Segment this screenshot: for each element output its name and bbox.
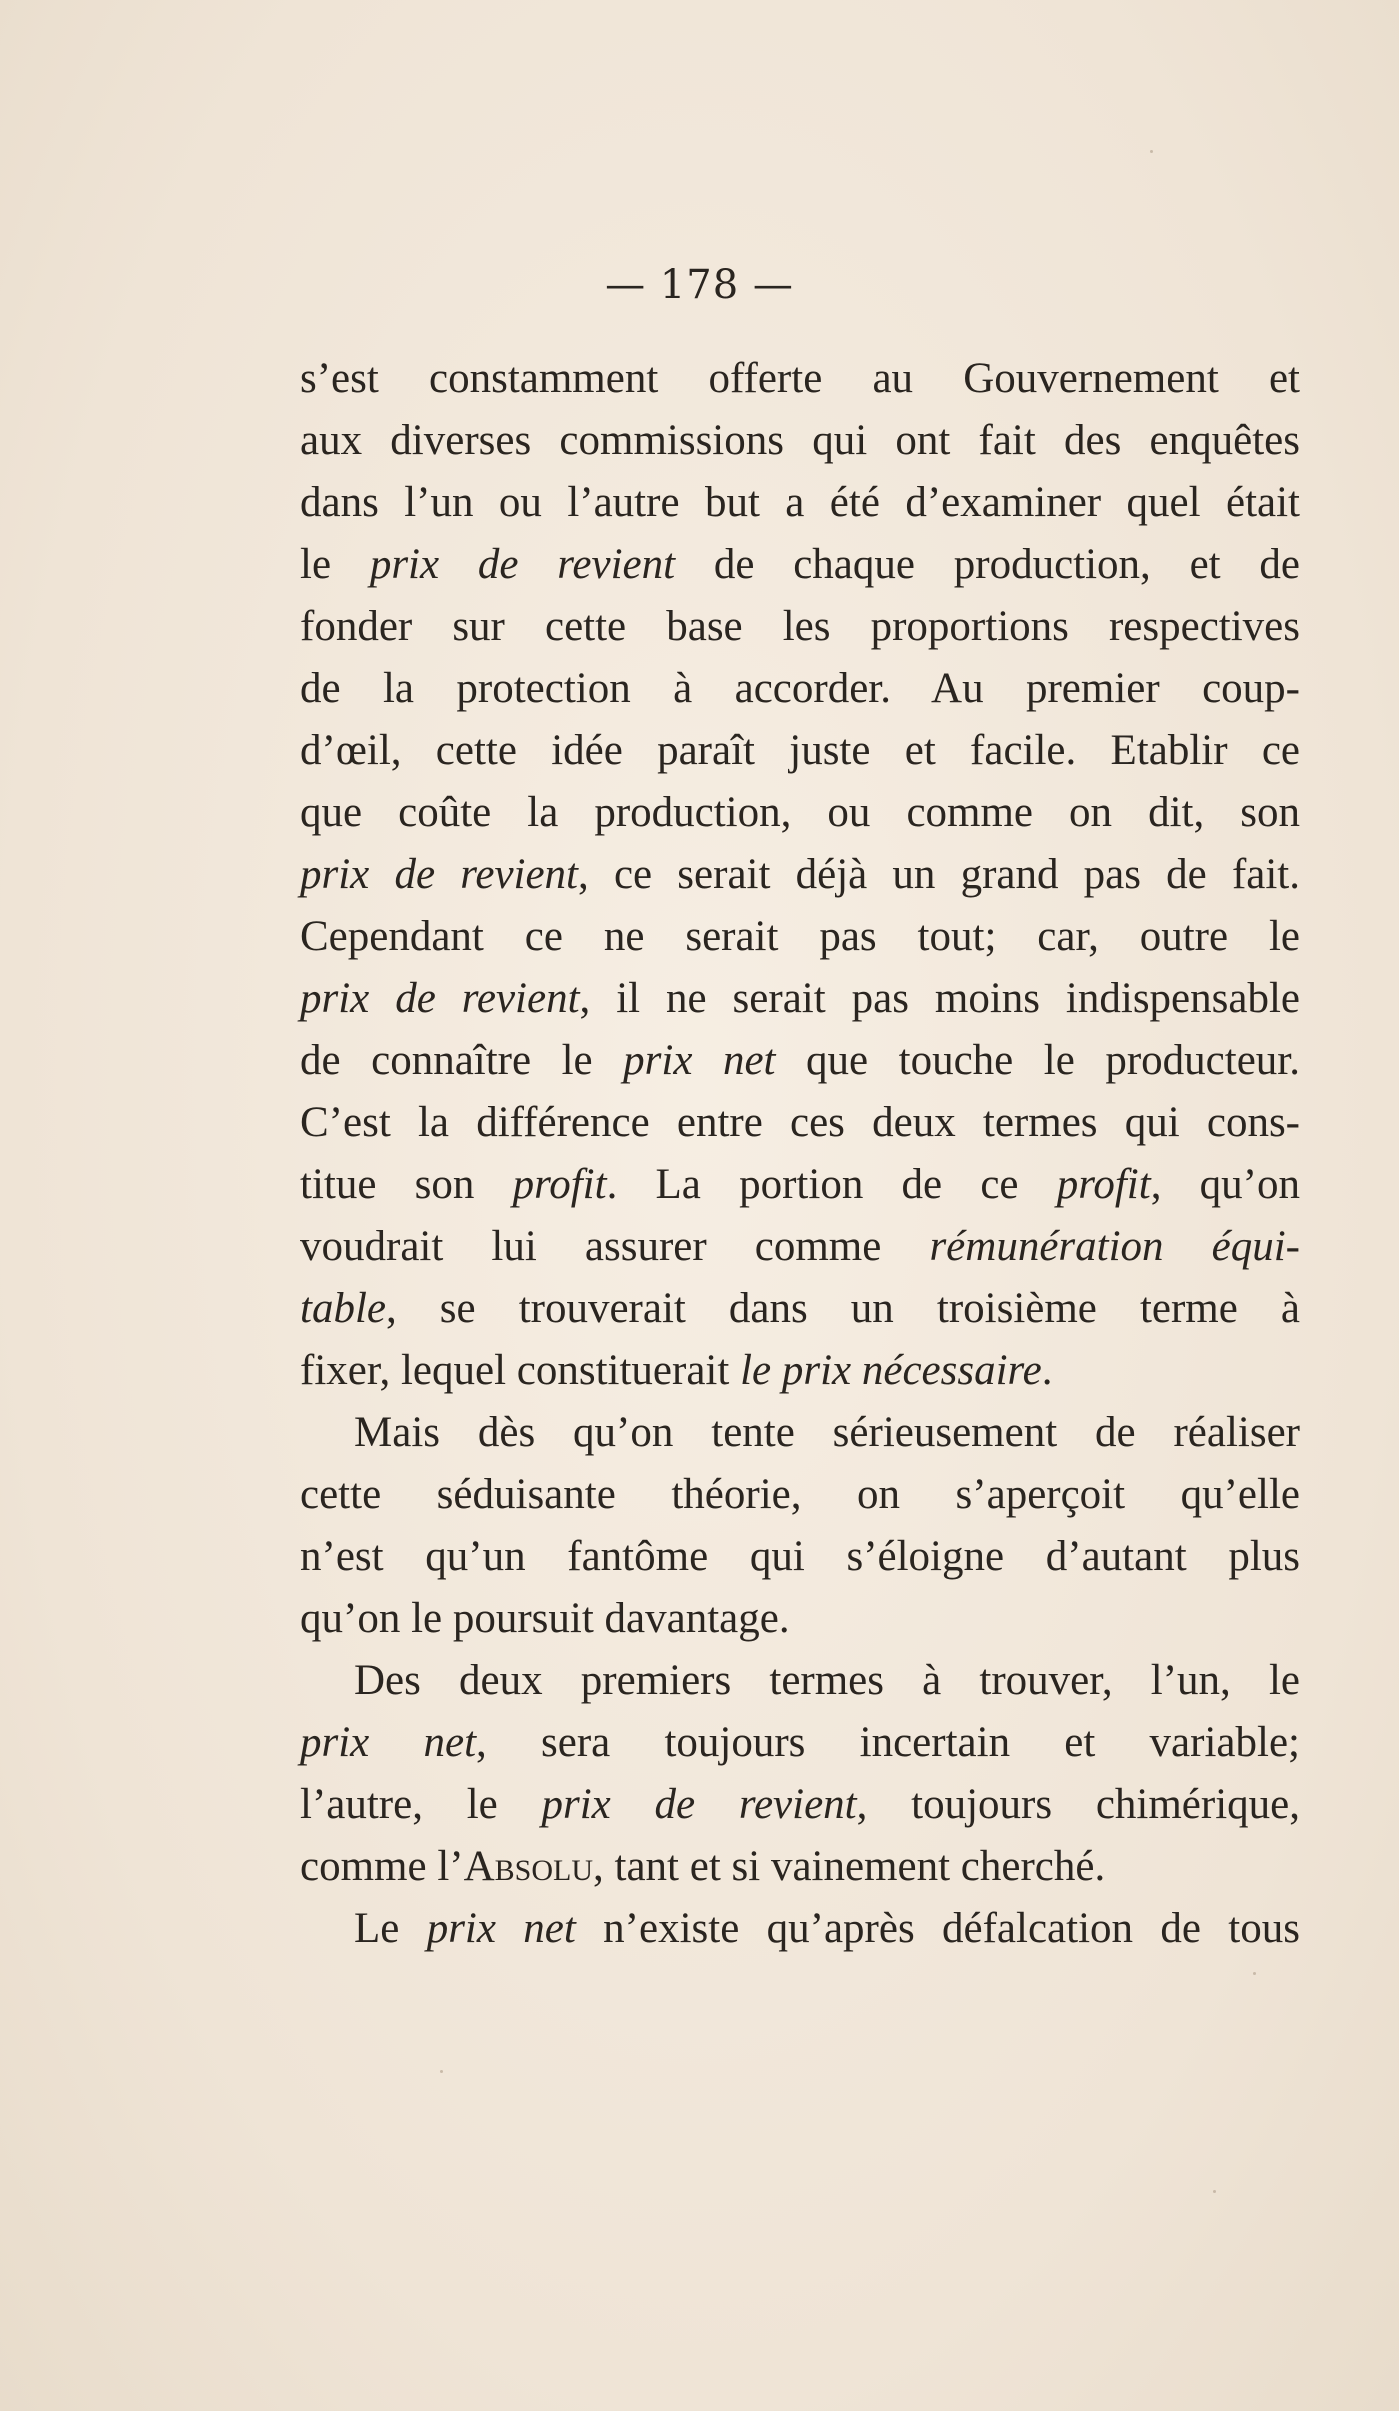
italic-phrase: prix net: [623, 1037, 776, 1084]
text-line: [300, 1340, 1300, 1402]
text-line: [300, 658, 1300, 720]
text-run: , il ne serait pas moins indispensable: [579, 975, 1300, 1022]
text-run: , toujours chimérique,: [856, 1781, 1300, 1828]
text-run: le: [300, 541, 370, 588]
text-line: [300, 1402, 1300, 1464]
text-run: titue son: [300, 1161, 513, 1208]
text-run: , ce serait déjà un grand pas de fait.: [578, 851, 1301, 898]
page-number: — 178 —: [605, 262, 794, 308]
italic-phrase: profit: [512, 1161, 607, 1208]
text-run: de connaître le: [300, 1037, 624, 1084]
text-line: [300, 534, 1300, 596]
text-line: [300, 348, 1300, 410]
text-run: d’œil, cette idée paraît juste et facile. Etablir ce: [300, 727, 1300, 774]
italic-phrase: prix de revient: [300, 851, 579, 898]
paper-speck: [1213, 2190, 1216, 2193]
italic-phrase: prix net: [300, 1719, 477, 1766]
text-run: s’est constamment offerte au Gouvernement et: [300, 355, 1300, 402]
text-run: Le: [354, 1905, 427, 1952]
text-run: Cependant ce ne serait pas tout; car, outre le: [300, 913, 1300, 960]
text-run: que coûte la production, ou comme on dit, son: [300, 789, 1300, 836]
text-line: [300, 1030, 1300, 1092]
text-run: , sera toujours incertain et variable;: [476, 1719, 1300, 1766]
text-run: voudrait lui assurer comme: [300, 1223, 930, 1270]
text-line: [300, 906, 1300, 968]
italic-phrase: prix de revient: [369, 541, 676, 588]
text-run: . La portion de ce: [606, 1161, 1057, 1208]
text-run: .: [1041, 1347, 1053, 1394]
text-run: n’est qu’un fantôme qui s’éloigne d’autant plus: [300, 1533, 1300, 1580]
text-run: Mais dès qu’on tente sérieusement de réaliser: [354, 1409, 1300, 1456]
text-line: [300, 596, 1300, 658]
text-run: qu’on le poursuit davantage.: [300, 1595, 790, 1642]
italic-phrase: prix net: [426, 1905, 576, 1952]
text-run: que touche le producteur.: [775, 1037, 1300, 1084]
text-run: aux diverses commissions qui ont fait des enquêtes: [300, 417, 1300, 464]
text-line: [300, 410, 1300, 472]
text-run: dans l’un ou l’autre but a été d’examiner quel était: [300, 479, 1300, 526]
text-line: [300, 1774, 1300, 1836]
text-run: n’existe qu’après défalcation de tous: [575, 1905, 1300, 1952]
italic-phrase: prix de revient: [300, 975, 580, 1022]
text-run: comme l’: [300, 1843, 464, 1890]
text-line: [300, 1650, 1300, 1712]
text-line: [300, 472, 1300, 534]
text-line: [300, 844, 1300, 906]
text-line: [300, 1092, 1300, 1154]
text-run: fixer, lequel constituerait: [300, 1347, 741, 1394]
text-line: [300, 1154, 1300, 1216]
italic-phrase: profit: [1056, 1161, 1151, 1208]
text-run: cette séduisante théorie, on s’aperçoit qu’elle: [300, 1471, 1300, 1518]
italic-phrase: prix de revient: [541, 1781, 857, 1828]
body-text: [300, 348, 1300, 1960]
text-run: de la protection à accorder. Au premier coup-: [300, 665, 1300, 712]
text-line: [300, 1278, 1300, 1340]
paper-speck: [1253, 1972, 1256, 1975]
text-line: [300, 1526, 1300, 1588]
text-run: fonder sur cette base les proportions respectives: [300, 603, 1300, 650]
italic-phrase: rémunération équi-: [929, 1223, 1300, 1270]
text-run: C’est la différence entre ces deux termes qui cons-: [300, 1099, 1300, 1146]
text-run: de chaque production, et de: [675, 541, 1300, 588]
text-line: [300, 1836, 1300, 1898]
text-line: [300, 1588, 1300, 1650]
text-run: l’autre, le: [300, 1781, 542, 1828]
text-line: [300, 1712, 1300, 1774]
text-run: Des deux premiers termes à trouver, l’un, le: [354, 1657, 1300, 1704]
italic-phrase: table: [300, 1285, 386, 1332]
text-run: , tant et si vainement cherché.: [593, 1843, 1106, 1890]
italic-phrase: le prix nécessaire: [740, 1347, 1042, 1394]
text-line: [300, 1898, 1300, 1960]
text-line: [300, 782, 1300, 844]
small-caps-word: Absolu: [463, 1843, 593, 1890]
paper-speck: [1150, 150, 1153, 153]
text-line: [300, 1464, 1300, 1526]
text-line: [300, 1216, 1300, 1278]
text-line: [300, 720, 1300, 782]
text-run: , qu’on: [1150, 1161, 1300, 1208]
paper-speck: [440, 2070, 443, 2073]
text-run: , se trouverait dans un troisième terme à: [385, 1285, 1300, 1332]
text-line: [300, 968, 1300, 1030]
